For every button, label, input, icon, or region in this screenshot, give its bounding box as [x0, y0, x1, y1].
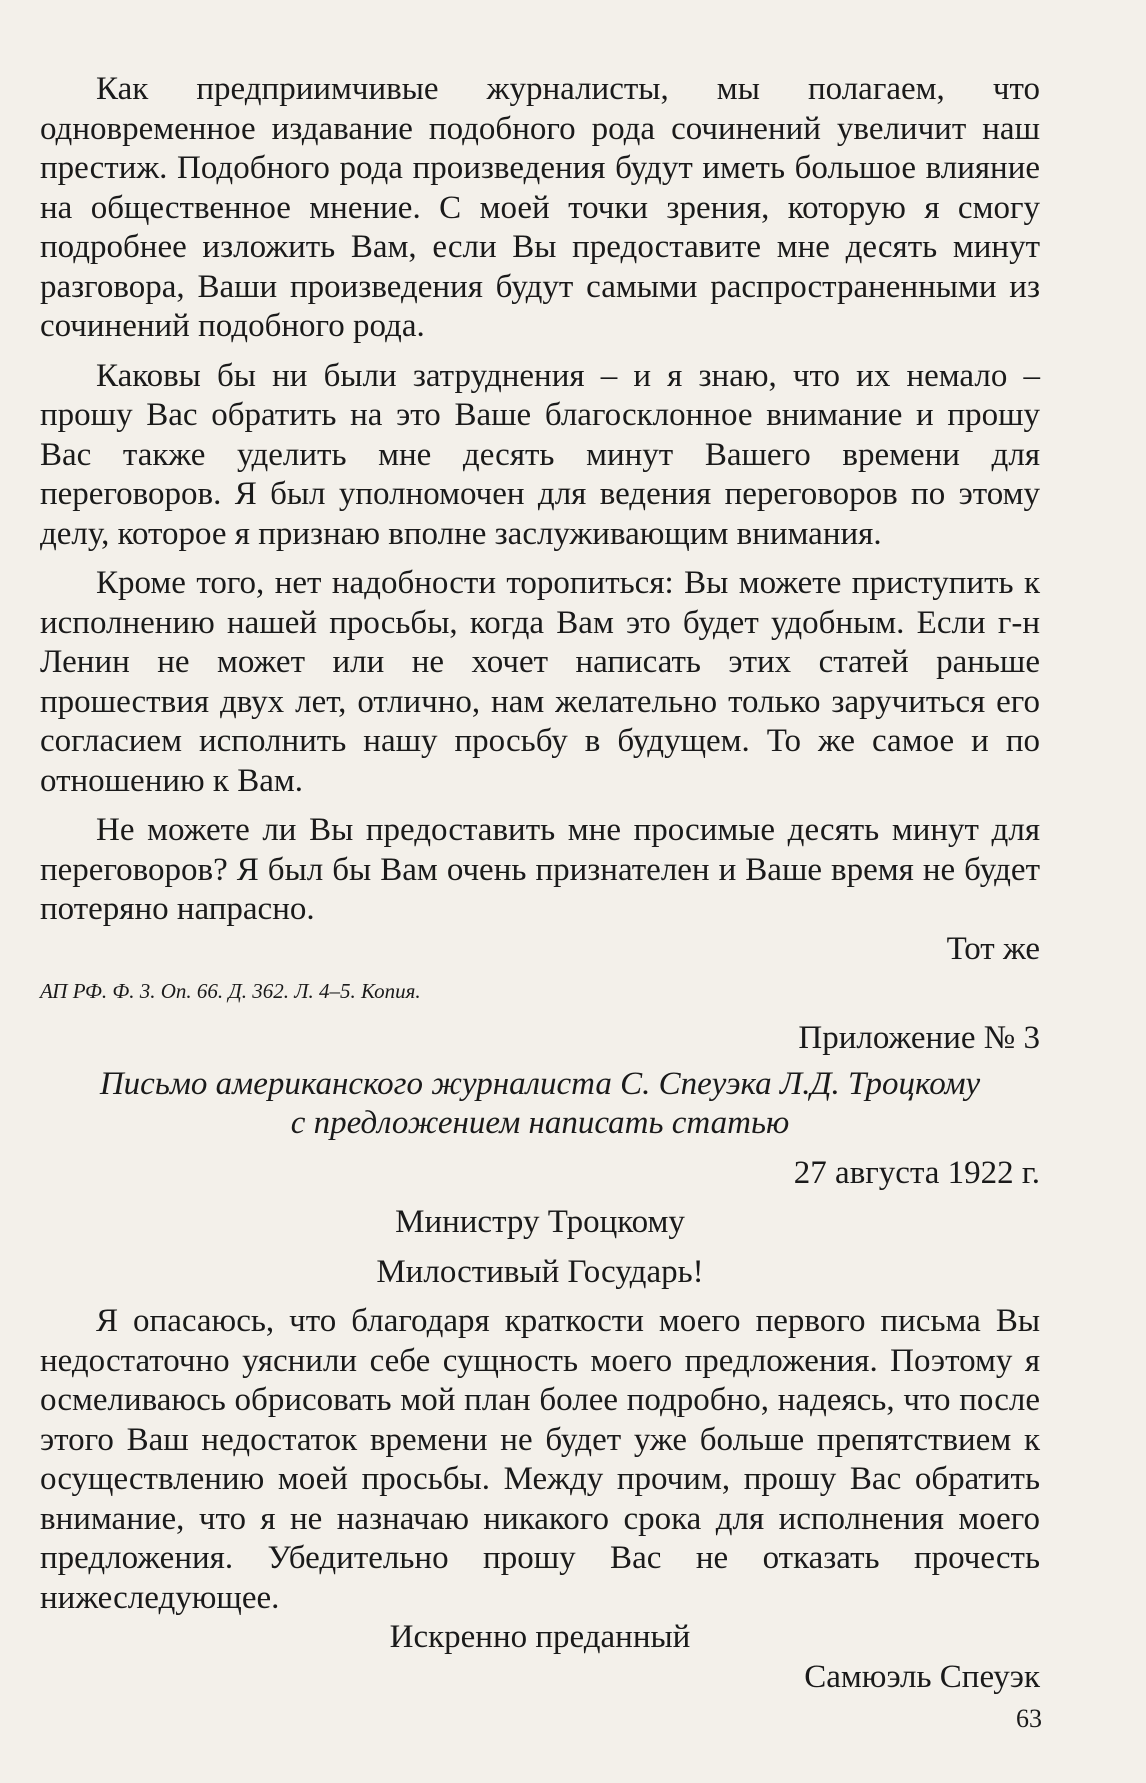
paragraph: Кроме того, нет надобности торопиться: Вы можете приступить к исполнению нашей просьбы, когда Вам это будет удобным. Если г-н Ленин не может или не хочет написать этих статей раньше прошествия двух лет, отлично, нам желательно только заручиться его согласием исполнить нашу просьбу в будущем. То же самое и по отношению к Вам.	[40, 565, 1040, 799]
salutation: Милостивый Государь!	[376, 1253, 704, 1290]
paragraph: Как предприимчивые журналисты, мы полагаем, что одновременное издавание подобного рода сочинений увеличит наш престиж. Подобного рода произведения будут иметь большое влияние на общественное мнение. С моей точки зрения, которую я смогу подробнее изложить Вам, если Вы предоставите мне десять минут разговора, Ваши произведения будут самыми распространенными из сочинений подобного рода.	[40, 71, 1040, 344]
closing: Искренно преданный	[389, 1619, 691, 1655]
document-title-line-2: с предложением написать статью	[290, 1105, 790, 1141]
paragraph: Не можете ли Вы предоставить мне просимые десять минут для переговоров? Я был бы Вам очень признателен и Ваше время не будет потеряно напрасно.	[40, 812, 1040, 927]
archive-source: АП РФ. Ф. 3. Оп. 66. Д. 362. Л. 4–5. Копия.	[40, 979, 421, 1003]
page-number: 63	[1016, 1704, 1042, 1733]
appendix-label: Приложение № 3	[798, 1020, 1040, 1056]
signature-second-letter: Самюэль Спеуэк	[804, 1658, 1040, 1695]
paragraph: Каковы бы ни были затруднения – и я знаю, что их немало – прошу Вас обратить на это Ваше благосклонное внимание и прошу Вас также уделить мне десять минут Вашего времени для переговоров. Я был уполномочен для ведения переговоров по этому делу, которое я признаю вполне заслуживающим внимания.	[40, 357, 1040, 552]
paragraph: Я опасаюсь, что благодаря краткости моего первого письма Вы недостаточно уяснили себе сущность моего предложения. Поэтому я осмеливаюсь обрисовать мой план более подробно, надеясь, что после этого Ваш недостаток времени не будет уже больше препятствием к осуществлению моей просьбы. Между прочим, прошу Вас обратить внимание, что я не назначаю никакого срока для исполнения моего предложения. Убедительно прошу Вас не отказать прочесть нижеследующее.	[40, 1303, 1040, 1616]
addressee: Министру Троцкому	[395, 1204, 685, 1240]
document-title-line-1: Письмо американского журналиста С. Спеуэка Л.Д. Троцкому	[99, 1065, 981, 1102]
letter-date: 27 августа 1922 г.	[793, 1154, 1040, 1191]
signature-first-letter: Тот же	[946, 930, 1040, 967]
document-page	[40, 70, 1040, 1697]
